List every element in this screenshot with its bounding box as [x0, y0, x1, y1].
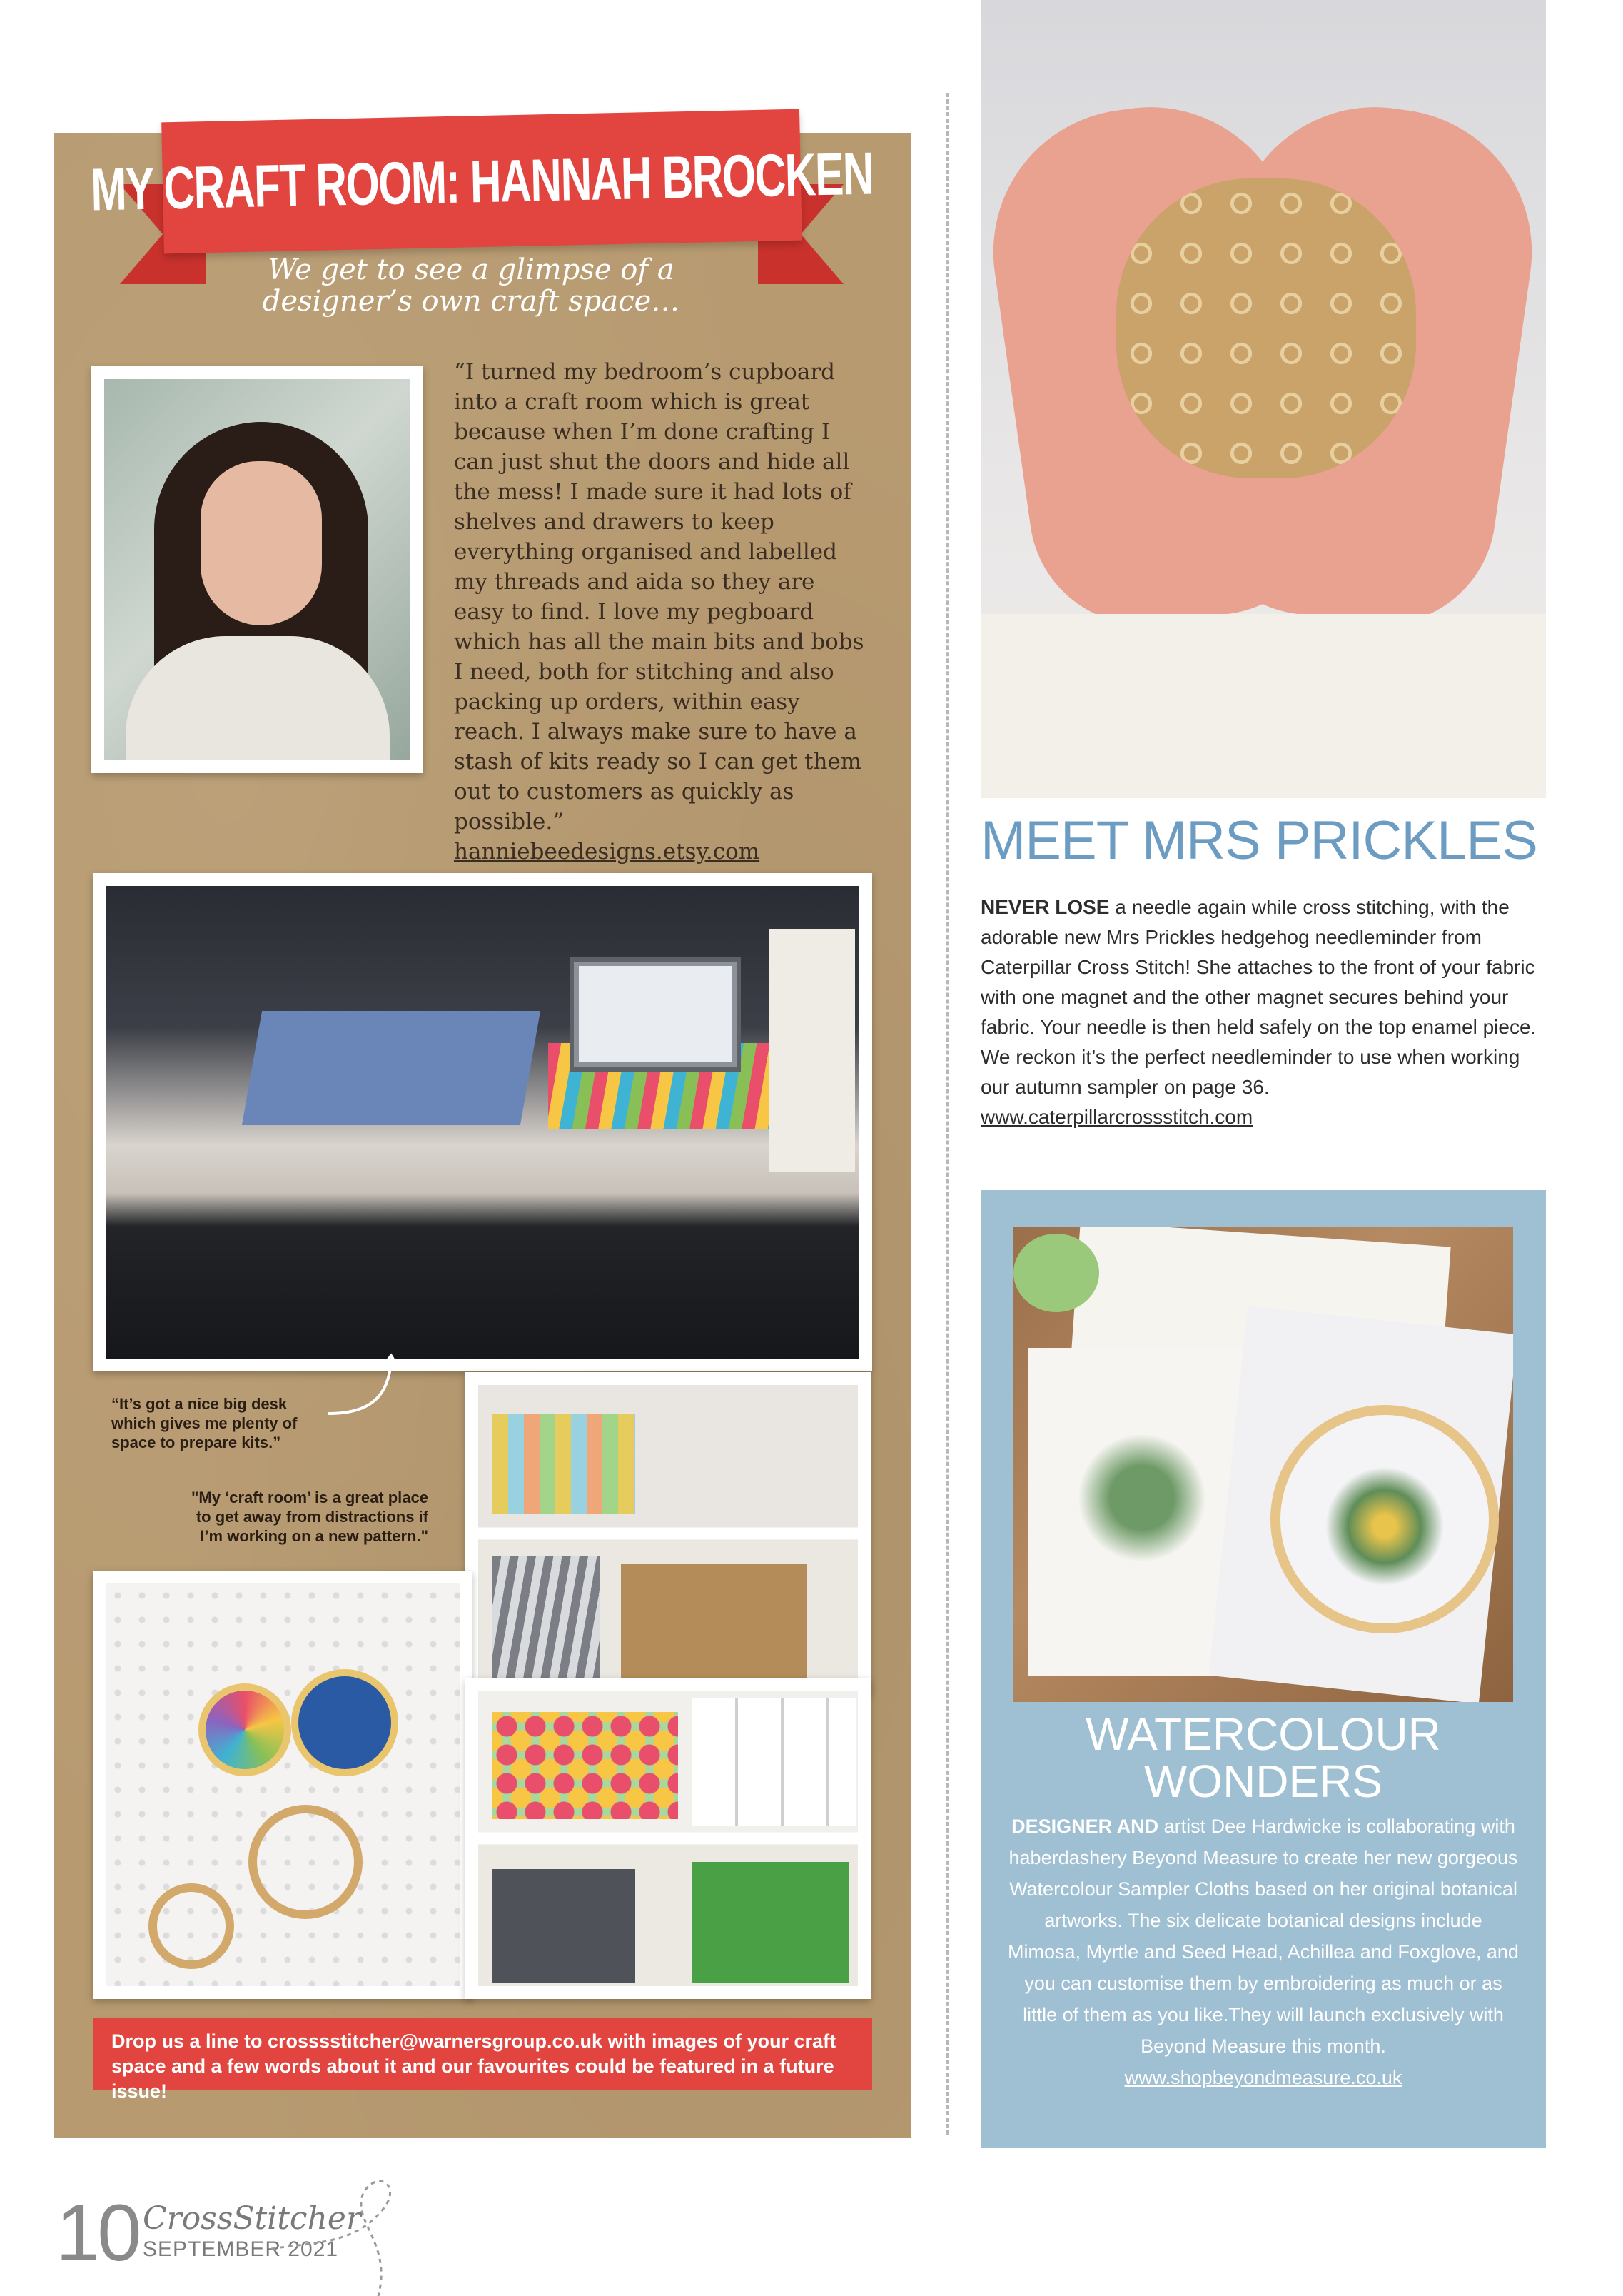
- meet-heading: MEET MRS PRICKLES: [981, 810, 1537, 871]
- issue-date: SEPTEMBER 2021: [143, 2237, 339, 2261]
- meet-text: a needle again while cross stitching, with the adorable new Mrs Prickles hedgehog needleminder from Caterpillar Cross Stitch! She attaches to the front of your fabric with one magnet and the other magnet secures behind your fabric. Your needle is then held safely on the top enamel piece. We reckon it’s the perfect needleminder to use when working our autumn sampler on page 36.: [981, 896, 1537, 1098]
- room-caption: "My ‘craft room’ is a great place to get away from distractions if I’m working on a new pattern.": [191, 1489, 428, 1545]
- watercolour-body: [1006, 1811, 1520, 2093]
- cardboard-boxes: [621, 1564, 807, 1682]
- wooden-hoop-small: [148, 1883, 234, 1969]
- thread-shelves-photo: [465, 1372, 871, 1695]
- spotty-box: [492, 1712, 678, 1819]
- column-divider: [946, 93, 949, 2135]
- curved-arrow-icon: [321, 1346, 407, 1424]
- watercolour-heading-line2: WONDERS: [1143, 1756, 1383, 1807]
- watercolour-text: artist Dee Hardwicke is collaborating with haberdashery Beyond Measure to create her new gorgeous Watercolour Sampler Cloths based on her original botanical artworks. The six delicate botanical designs include Mimosa, Myrtle and Seed Head, Achillea and Foxglove, and you can customise them by embroidering as much or as little of them as you like.They will launch exclusively with Beyond Measure this month.: [1008, 1816, 1519, 2057]
- feature-intro: We get to see a glimpse of a designer’s own craft space…: [262, 253, 680, 318]
- submission-callout: Drop us a line to crosssstitcher@warnersgroup.co.uk with images of your craft space and a few words about it and our favourites could be featured in a future issue!: [93, 2018, 872, 2090]
- desk-caption: “It’s got a nice big desk which gives me plenty of space to prepare kits.”: [111, 1395, 298, 1451]
- etsy-link[interactable]: hanniebeedesigns.etsy.com: [454, 839, 760, 865]
- beyond-measure-link[interactable]: www.shopbeyondmeasure.co.uk: [1124, 2067, 1402, 2088]
- caterpillar-link[interactable]: www.caterpillarcrossstitch.com: [981, 1106, 1253, 1128]
- thread-boxes: [492, 1414, 635, 1514]
- magazine-logo: CrossStitcher: [143, 2200, 361, 2237]
- hedgehog-needleminders-photo: [981, 0, 1546, 798]
- thread-doodle-icon: [271, 2163, 435, 2296]
- portrait-photo: [91, 366, 423, 773]
- mimosa-embroidery: [1320, 1462, 1449, 1591]
- blue-hoop: [291, 1669, 398, 1776]
- sampler-cloths-photo: [1013, 1227, 1513, 1702]
- meet-body: [981, 892, 1546, 1132]
- wooden-hoop-large: [248, 1805, 363, 1919]
- pegboard-photo: [93, 1571, 472, 1999]
- desk-photo: [93, 873, 872, 1371]
- fern-print: [1063, 1426, 1220, 1569]
- cutting-mat: [242, 1011, 540, 1125]
- portrait-face: [201, 461, 322, 625]
- hedgehog-pile: [1116, 178, 1416, 478]
- watercolour-heading-line1: WATERCOLOUR: [1086, 1708, 1441, 1760]
- green-basket: [692, 1862, 849, 1983]
- feature-title: MY CRAFT ROOM: HANNAH BROCKEN: [90, 139, 874, 223]
- paper-shelf: [769, 929, 855, 1172]
- grey-basket: [492, 1869, 635, 1983]
- quote-text: “I turned my bedroom’s cupboard into a craft room which is great because when I’m done crafting I can just shut the doors and hide all the mess! I made sure it had lots of shelves and drawers to keep everything organised and labelled my threads and aida so they are easy to find. I love my pegboard which has all the main bits and bobs I need, both for stitching and also packing up orders, within easy reach. I always make sure to have a stash of kits ready so I can get them out to customers as quickly as possible.”: [454, 359, 864, 835]
- title-ribbon: [90, 109, 874, 254]
- rainbow-hoop: [198, 1683, 291, 1776]
- meet-lead: NEVER LOSE: [981, 896, 1110, 918]
- storage-shelves-photo: [465, 1678, 871, 1999]
- thread-skein: [1013, 1234, 1099, 1312]
- page-number: 10: [56, 2188, 139, 2277]
- knit-sleeves: [981, 614, 1546, 798]
- watercolour-lead: DESIGNER AND: [1011, 1816, 1159, 1837]
- watercolour-heading: [981, 1708, 1546, 1807]
- fabric-stack: [492, 1556, 600, 1678]
- designer-quote: [454, 357, 868, 867]
- magazine-files: [692, 1698, 856, 1826]
- laptop-screen: [579, 966, 732, 1062]
